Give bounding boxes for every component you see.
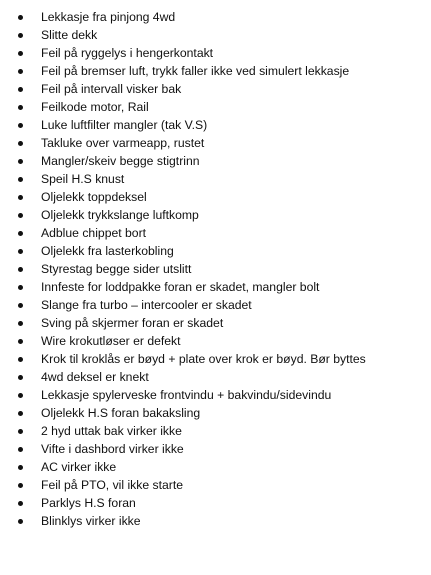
list-item — [0, 98, 431, 116]
list-item — [0, 260, 431, 278]
list-item — [0, 278, 431, 296]
list-item-text: Innfeste for loddpakke foran er skadet, mangler bolt — [41, 280, 320, 294]
list-item-text: Takluke over varmeapp, rustet — [41, 136, 205, 150]
list-item — [0, 152, 431, 170]
bullet-icon — [18, 231, 23, 236]
bullet-icon — [18, 321, 23, 326]
list-item-text: Sving på skjermer foran er skadet — [41, 316, 224, 330]
list-item — [0, 440, 431, 458]
list-item-text: Krok til kroklås er bøyd + plate over krok er bøyd. Bør byttes — [41, 352, 366, 366]
list-item-text: Oljelekk trykkslange luftkomp — [41, 208, 199, 222]
bullet-icon — [18, 33, 23, 38]
list-item-text: Oljelekk H.S foran bakaksling — [41, 406, 201, 420]
bullet-icon — [18, 51, 23, 56]
list-item-text: Lekkasje fra pinjong 4wd — [41, 10, 176, 24]
list-item — [0, 188, 431, 206]
list-item-text: Mangler/skeiv begge stigtrinn — [41, 154, 200, 168]
list-item — [0, 422, 431, 440]
bullet-icon — [18, 69, 23, 74]
bullet-icon — [18, 123, 23, 128]
bullet-icon — [18, 501, 23, 506]
bullet-icon — [18, 213, 23, 218]
list-item-text: Feilkode motor, Rail — [41, 100, 149, 114]
bullet-icon — [18, 87, 23, 92]
bullet-icon — [18, 339, 23, 344]
list-item — [0, 242, 431, 260]
list-item — [0, 494, 431, 512]
bullet-icon — [18, 105, 23, 110]
bullet-icon — [18, 303, 23, 308]
list-item-text: Luke luftfilter mangler (tak V.S) — [41, 118, 208, 132]
list-item — [0, 224, 431, 242]
list-item-text: Parklys H.S foran — [41, 496, 136, 510]
list-item-text: AC virker ikke — [41, 460, 117, 474]
list-item — [0, 458, 431, 476]
bullet-icon — [18, 267, 23, 272]
list-item — [0, 332, 431, 350]
bullet-icon — [18, 141, 23, 146]
bullet-icon — [18, 249, 23, 254]
list-item — [0, 512, 431, 530]
list-item-text: Oljelekk toppdeksel — [41, 190, 147, 204]
list-item — [0, 314, 431, 332]
list-item-text: Blinklys virker ikke — [41, 514, 141, 528]
bullet-icon — [18, 285, 23, 290]
bullet-icon — [18, 357, 23, 362]
list-item-text: Vifte i dashbord virker ikke — [41, 442, 184, 456]
list-item — [0, 170, 431, 188]
list-item-text: Wire krokutløser er defekt — [41, 334, 181, 348]
bullet-icon — [18, 429, 23, 434]
list-item-text: Slange fra turbo – intercooler er skadet — [41, 298, 252, 312]
list-item-text: 2 hyd uttak bak virker ikke — [41, 424, 182, 438]
list-item — [0, 62, 431, 80]
list-item — [0, 476, 431, 494]
list-item — [0, 368, 431, 386]
list-item-text: Adblue chippet bort — [41, 226, 147, 240]
list-item — [0, 26, 431, 44]
list-item-text: Lekkasje spylerveske frontvindu + bakvindu/sidevindu — [41, 388, 332, 402]
list-item-text: Feil på PTO, vil ikke starte — [41, 478, 184, 492]
bullet-icon — [18, 177, 23, 182]
bullet-icon — [18, 483, 23, 488]
bullet-icon — [18, 411, 23, 416]
list-item — [0, 350, 431, 368]
bullet-icon — [18, 15, 23, 20]
list-item — [0, 296, 431, 314]
list-item-text: Feil på intervall visker bak — [41, 82, 182, 96]
list-item — [0, 386, 431, 404]
list-item — [0, 80, 431, 98]
list-item-text: 4wd deksel er knekt — [41, 370, 149, 384]
list-item-text: Speil H.S knust — [41, 172, 125, 186]
list-item — [0, 44, 431, 62]
list-item-text: Styrestag begge sider utslitt — [41, 262, 192, 276]
bullet-icon — [18, 519, 23, 524]
list-item-text: Slitte dekk — [41, 28, 98, 42]
list-item-text: Oljelekk fra lasterkobling — [41, 244, 174, 258]
bullet-icon — [18, 447, 23, 452]
bullet-icon — [18, 159, 23, 164]
list-item — [0, 404, 431, 422]
list-item-text: Feil på bremser luft, trykk faller ikke ved simulert lekkasje — [41, 64, 350, 78]
bullet-icon — [18, 375, 23, 380]
bullet-icon — [18, 393, 23, 398]
bullet-icon — [18, 195, 23, 200]
list-item — [0, 116, 431, 134]
list-item — [0, 8, 431, 26]
list-item-text: Feil på ryggelys i hengerkontakt — [41, 46, 214, 60]
bullet-icon — [18, 465, 23, 470]
list-item — [0, 134, 431, 152]
list-item — [0, 206, 431, 224]
defect-list — [0, 8, 431, 530]
